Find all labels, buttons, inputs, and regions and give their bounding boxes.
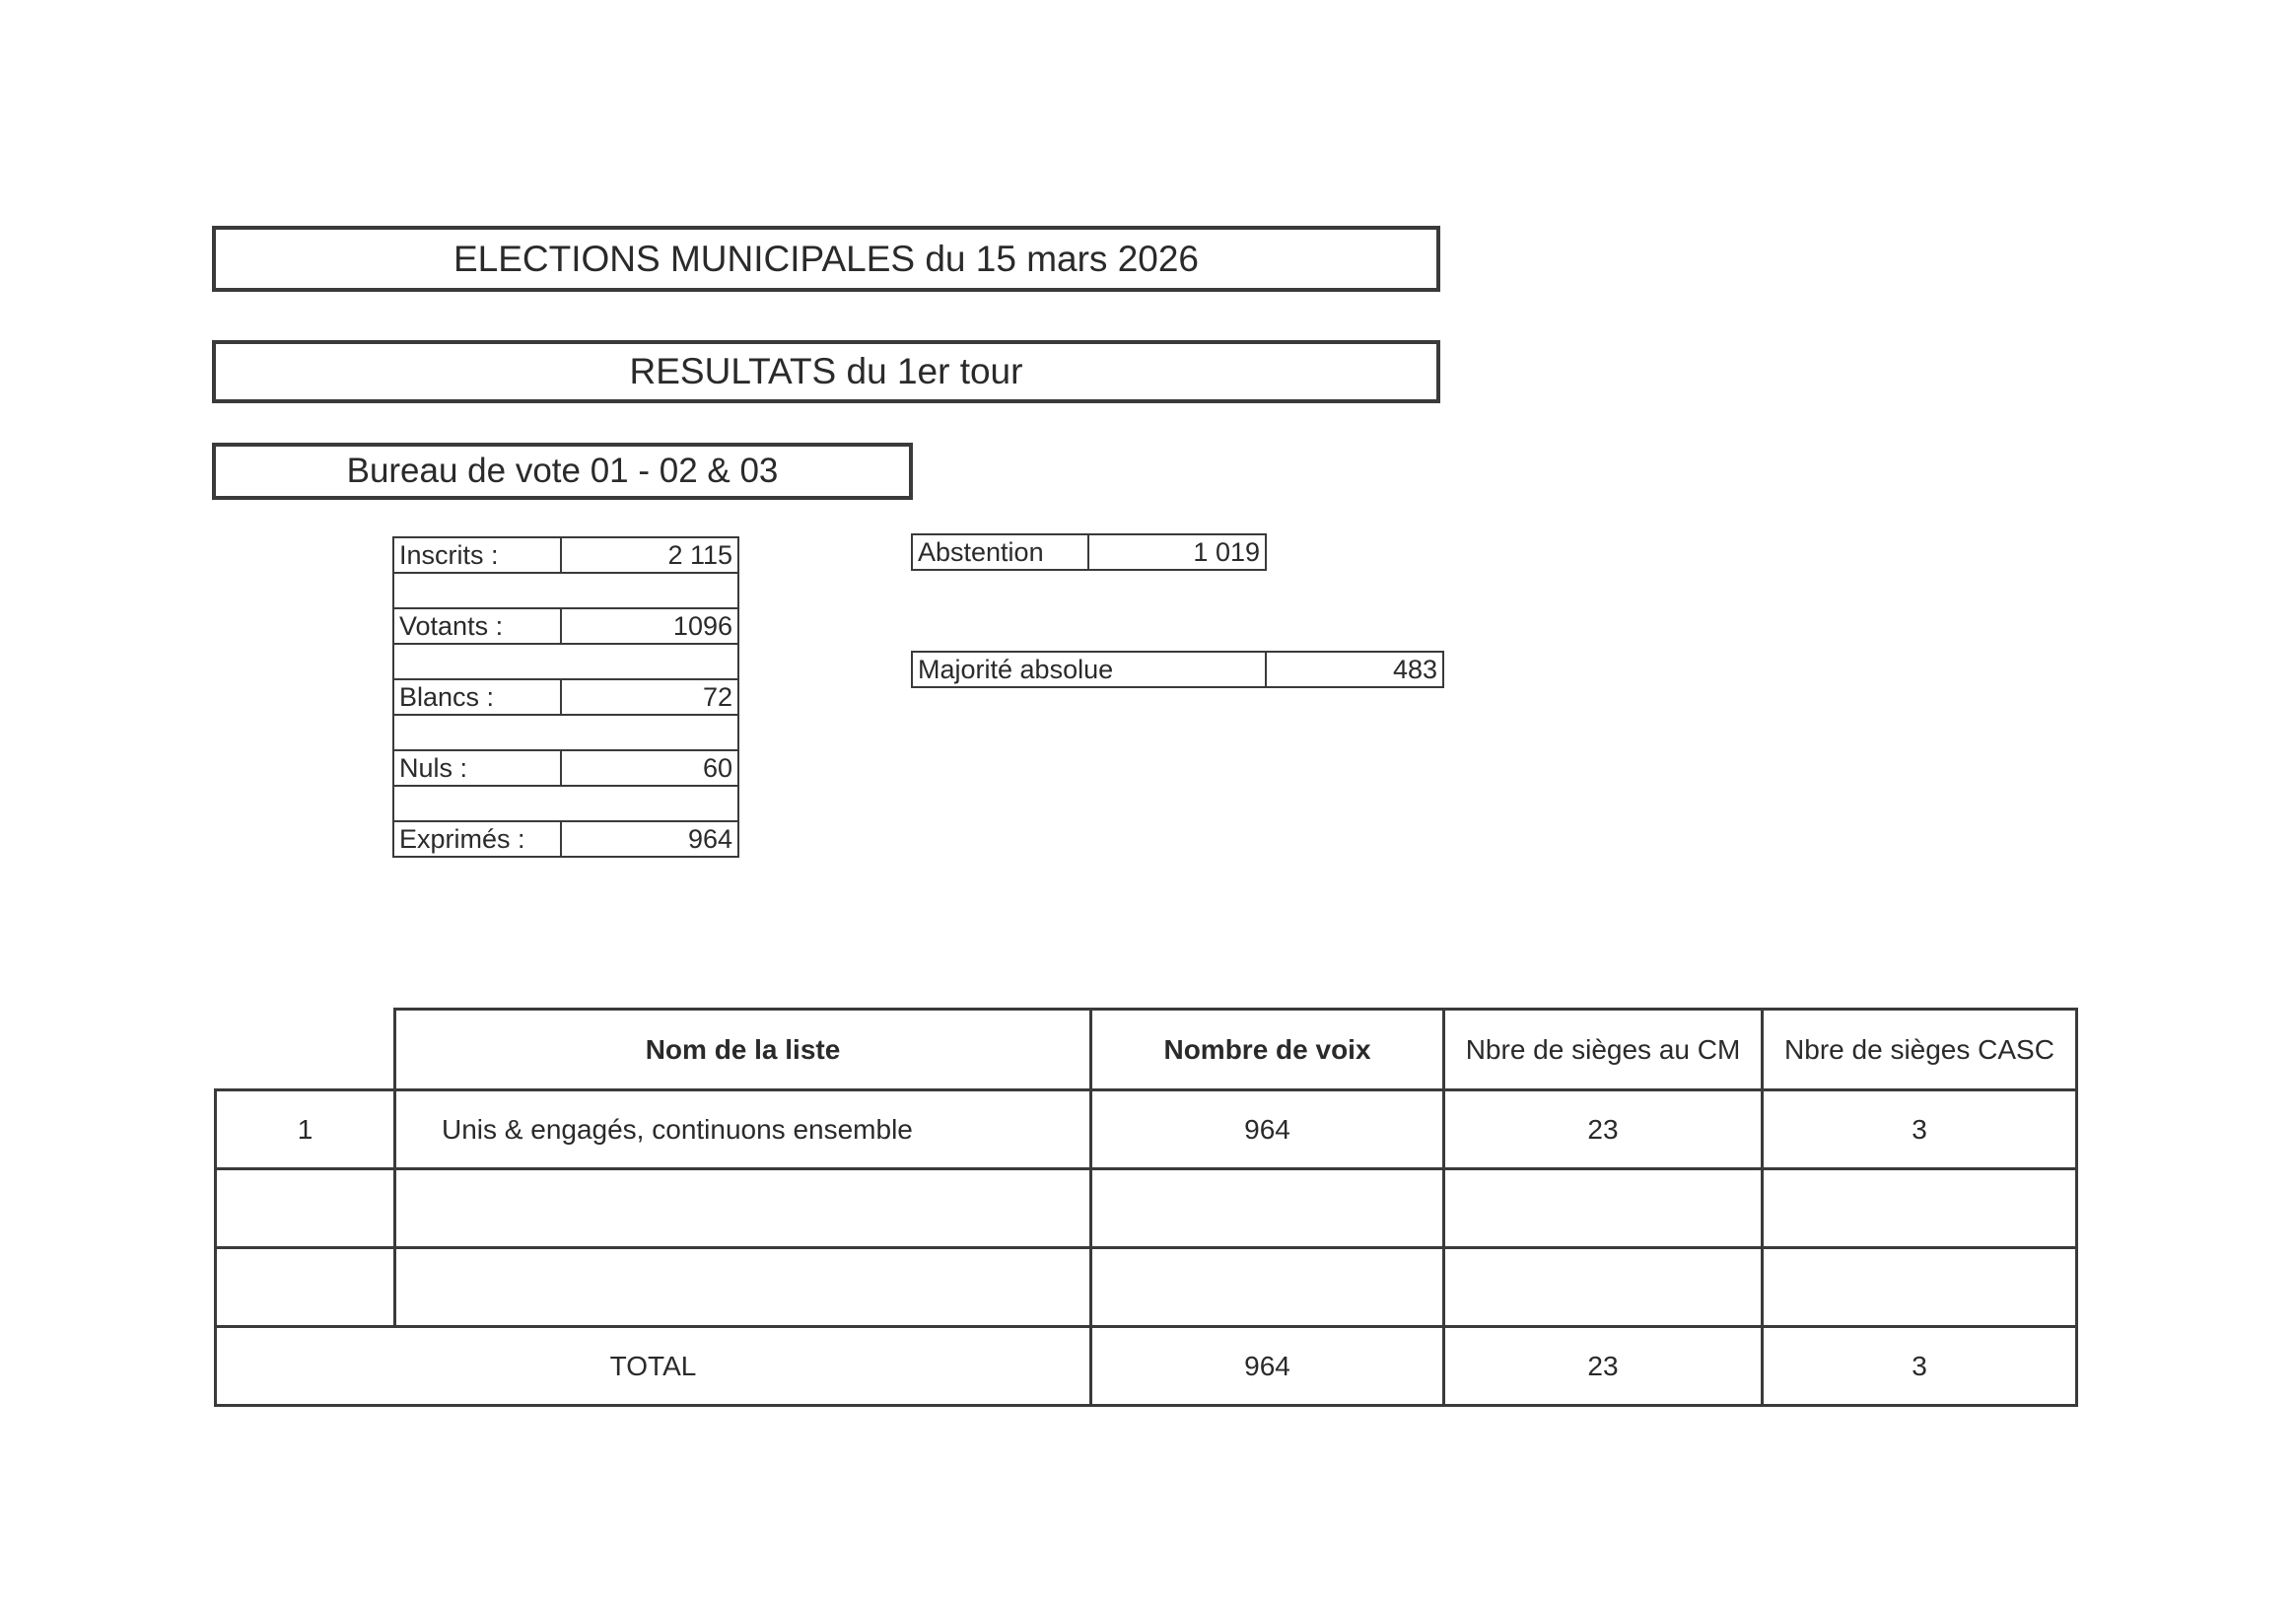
row-number bbox=[216, 1248, 395, 1327]
stat-value: 964 bbox=[561, 821, 738, 857]
total-label: TOTAL bbox=[216, 1327, 1091, 1406]
stat-value: 60 bbox=[561, 750, 738, 786]
stat-row-nuls bbox=[393, 750, 738, 786]
stat-spacer bbox=[393, 573, 738, 608]
table-row bbox=[216, 1248, 2077, 1327]
vote-stats-table bbox=[392, 536, 739, 858]
stat-label: Nuls : bbox=[393, 750, 561, 786]
stat-label: Blancs : bbox=[393, 679, 561, 715]
seats-casc: 3 bbox=[1763, 1090, 2077, 1169]
stat-spacer bbox=[393, 644, 738, 679]
header-list-name: Nom de la liste bbox=[395, 1010, 1091, 1090]
majorite-table bbox=[911, 651, 1444, 688]
results-corner-cell bbox=[216, 1010, 395, 1090]
results-header-row bbox=[216, 1010, 2077, 1090]
stat-label: Exprimés : bbox=[393, 821, 561, 857]
stat-value: 2 115 bbox=[561, 537, 738, 573]
abstention-label: Abstention bbox=[912, 534, 1088, 570]
list-name bbox=[395, 1169, 1091, 1248]
stat-row-votants bbox=[393, 608, 738, 644]
total-seats-cm: 23 bbox=[1444, 1327, 1763, 1406]
seats-casc bbox=[1763, 1248, 2077, 1327]
total-row bbox=[216, 1327, 2077, 1406]
stat-row-blancs bbox=[393, 679, 738, 715]
bureau-title-box bbox=[212, 443, 913, 500]
row-number: 1 bbox=[216, 1090, 395, 1169]
document-title: ELECTIONS MUNICIPALES du 15 mars 2026 bbox=[452, 238, 1200, 279]
majorite-row bbox=[912, 652, 1443, 687]
total-votes: 964 bbox=[1091, 1327, 1444, 1406]
stat-value: 72 bbox=[561, 679, 738, 715]
stat-row-inscrits bbox=[393, 537, 738, 573]
stat-label: Inscrits : bbox=[393, 537, 561, 573]
seats-cm: 23 bbox=[1444, 1090, 1763, 1169]
bureau-title: Bureau de vote 01 - 02 & 03 bbox=[346, 452, 779, 490]
seats-cm bbox=[1444, 1248, 1763, 1327]
row-number bbox=[216, 1169, 395, 1248]
stat-spacer bbox=[393, 786, 738, 821]
abstention-table bbox=[911, 533, 1267, 571]
round-title: RESULTATS du 1er tour bbox=[629, 351, 1023, 391]
stat-spacer-cell bbox=[393, 644, 738, 679]
vote-count bbox=[1091, 1248, 1444, 1327]
stat-spacer-cell bbox=[393, 715, 738, 750]
majorite-value: 483 bbox=[1266, 652, 1443, 687]
total-seats-casc: 3 bbox=[1763, 1327, 2077, 1406]
stat-spacer bbox=[393, 715, 738, 750]
abstention-value: 1 019 bbox=[1088, 534, 1266, 570]
abstention-row bbox=[912, 534, 1266, 570]
results-table bbox=[214, 1008, 2078, 1407]
majorite-label: Majorité absolue bbox=[912, 652, 1266, 687]
document-title-box bbox=[212, 226, 1440, 292]
header-seats-casc: Nbre de sièges CASC bbox=[1763, 1010, 2077, 1090]
seats-cm bbox=[1444, 1169, 1763, 1248]
table-row bbox=[216, 1169, 2077, 1248]
stat-label: Votants : bbox=[393, 608, 561, 644]
list-name bbox=[395, 1248, 1091, 1327]
seats-casc bbox=[1763, 1169, 2077, 1248]
header-votes: Nombre de voix bbox=[1091, 1010, 1444, 1090]
stat-value: 1096 bbox=[561, 608, 738, 644]
stat-row-exprimes bbox=[393, 821, 738, 857]
vote-count: 964 bbox=[1091, 1090, 1444, 1169]
header-seats-cm: Nbre de sièges au CM bbox=[1444, 1010, 1763, 1090]
list-name: Unis & engagés, continuons ensemble bbox=[395, 1090, 1091, 1169]
stat-spacer-cell bbox=[393, 573, 738, 608]
stat-spacer-cell bbox=[393, 786, 738, 821]
round-title-box bbox=[212, 340, 1440, 403]
table-row bbox=[216, 1090, 2077, 1169]
vote-count bbox=[1091, 1169, 1444, 1248]
